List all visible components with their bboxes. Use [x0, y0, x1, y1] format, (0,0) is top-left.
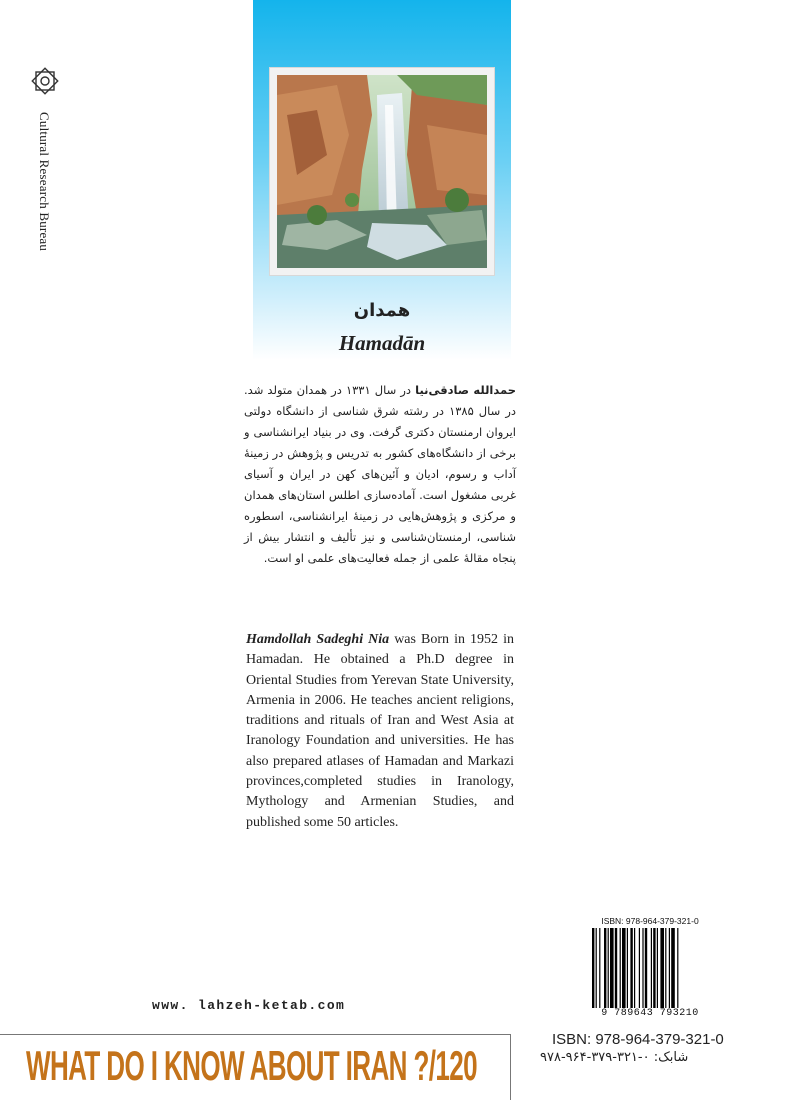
barcode-bar — [627, 928, 628, 1008]
barcode-bar — [657, 928, 658, 1008]
publisher-website: www. lahzeh-ketab.com — [152, 998, 346, 1013]
publisher-name: Cultural Research Bureau — [37, 112, 52, 252]
barcode-bar — [622, 928, 626, 1008]
waterfall-photo — [270, 68, 494, 275]
barcode-bar — [665, 928, 666, 1008]
series-title: WHAT DO I KNOW ABOUT IRAN ?/120 — [26, 1042, 477, 1089]
author-bio-persian — [244, 380, 516, 569]
barcode-bar — [596, 928, 597, 1008]
barcode-bars — [588, 928, 712, 1008]
barcode-bar — [653, 928, 655, 1008]
barcode-bar — [642, 928, 643, 1008]
author-name-english: Hamdollah Sadeghi Nia — [246, 632, 390, 647]
barcode-bar — [660, 928, 664, 1008]
barcode-bar — [645, 928, 647, 1008]
bio-text-english: was Born in 1952 in Hamadan. He obtained a Ph.D degree in Oriental Studies from Yerevan State University, Armenia in 2006. He teaches ancient religions, traditions and rituals of Iran and West Asia at Iranology Foundation and universities. He has also prepared atlases of Hamadan and Markazi provinces,completed studies in Iranology, Mythology and Armenian Studies, and published some 50 articles. — [246, 632, 514, 830]
barcode-bar — [671, 928, 675, 1008]
barcode-isbn-label: ISBN: 978-964-379-321-0 — [601, 916, 699, 926]
isbn-barcode — [588, 916, 712, 1020]
barcode-bar — [677, 928, 678, 1008]
barcode-bar — [608, 928, 609, 1008]
barcode-bar — [604, 928, 606, 1008]
title-english: Hamadān — [338, 331, 426, 355]
barcode-bar — [630, 928, 632, 1008]
author-bio-english — [246, 630, 514, 833]
isbn-persian: شابک: ۰-۳۲۱-۳۷۹-۹۶۴-۹۷۸ — [540, 1050, 689, 1065]
barcode-bar — [615, 928, 617, 1008]
barcode-bar — [639, 928, 640, 1008]
barcode-bar — [592, 928, 594, 1008]
barcode-bar — [599, 928, 600, 1008]
barcode-bar — [669, 928, 670, 1008]
author-name-persian: حمدالله صادقی‌نیا — [415, 383, 516, 397]
barcode-digits: 9 789643 793210 — [601, 1008, 699, 1019]
waterfall-photo-image — [277, 75, 487, 268]
isbn-english: ISBN: 978-964-379-321-0 — [552, 1031, 724, 1048]
barcode-bar — [610, 928, 614, 1008]
title-persian: همدان — [353, 300, 411, 321]
barcode-bar — [634, 928, 635, 1008]
barcode-bar — [620, 928, 621, 1008]
bio-text-persian: در سال ۱۳۳۱ در همدان متولد شد. در سال ۱۳۸۵ در رشته شرق شناسی از دانشگاه دولتی ایروان ارمنستان دکتری گرفت. وی در بنیاد ایرانشناسی و برخی از دانشگاه‌های کشور به تدریس و پژوهش در زمینهٔ آداب و رسوم، ادیان و آئین‌های کهن در ایران و آسیای غربی مشغول است. آماده‌سازی اطلس استان‌های همدان و مرکزی و پژوهش‌هایی در زمینهٔ ایرانشناسی، اسطوره شناسی، ارمنستان‌شناسی و نیز تألیف و انتشار بیش از پنجاه مقالهٔ علمی از جمله فعالیت‌های علمی او است. — [244, 383, 517, 565]
rosette-star-icon — [30, 66, 60, 96]
barcode-bar — [651, 928, 652, 1008]
